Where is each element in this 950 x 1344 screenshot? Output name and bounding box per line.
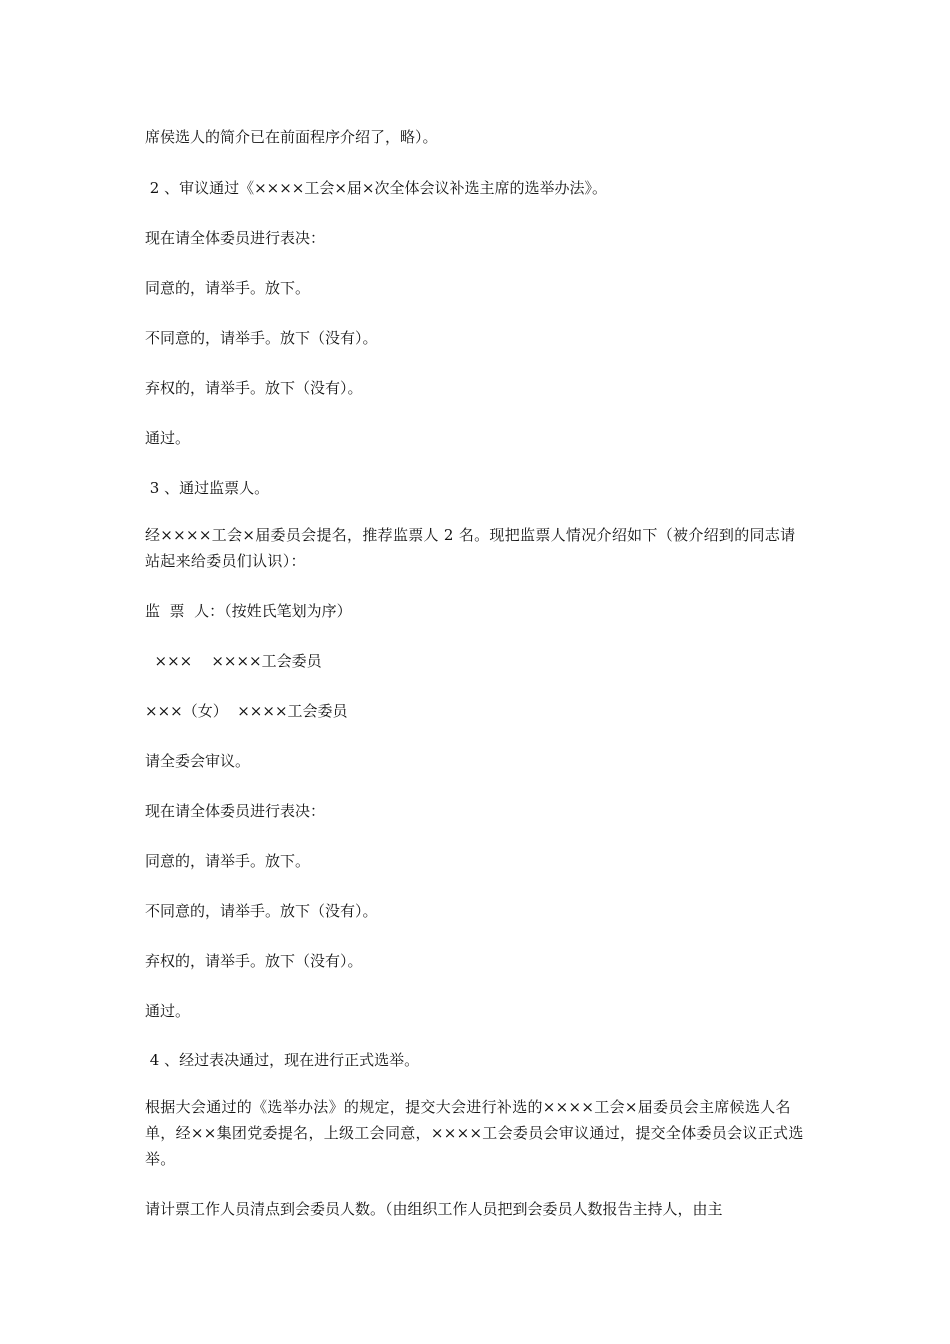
paragraph-4: 同意的，请举手。放下。 — [145, 279, 311, 297]
paragraph-15: 同意的，请举手。放下。 — [145, 852, 311, 870]
paragraph-5: 不同意的，请举手。放下（没有）。 — [145, 329, 378, 347]
paragraph-2: 2 、审议通过《××××工会×届×次全体会议补选主席的选举办法》。 — [145, 179, 607, 197]
paragraph-8: 3 、通过监票人。 — [145, 479, 270, 497]
paragraph-13: 请全委会审议。 — [145, 752, 251, 770]
paragraph-21: 请计票工作人员清点到会委员人数。（由组织工作人员把到会委员人数报告主持人，由主 — [145, 1200, 723, 1218]
paragraph-14: 现在请全体委员进行表决： — [145, 802, 326, 820]
paragraph-18: 通过。 — [145, 1002, 191, 1020]
paragraph-17: 弃权的，请举手。放下（没有）。 — [145, 952, 363, 970]
paragraph-20: 根据大会通过的《选举办法》的规定，提交大会进行补选的××××工会×届委员会主席候选人名单，经××集团党委提名，上级工会同意，××××工会委员会审议通过，提交全体委员会议正式选举。 — [145, 1098, 804, 1168]
paragraph-6: 弃权的，请举手。放下（没有）。 — [145, 379, 363, 397]
paragraph-7: 通过。 — [145, 429, 191, 447]
paragraph-1: 席侯选人的简介已在前面程序介绍了，略）。 — [145, 128, 438, 146]
paragraph-9: 经××××工会×届委员会提名，推荐监票人 2 名。现把监票人情况介绍如下（被介绍到的同志请站起来给委员们认识）： — [145, 526, 796, 570]
paragraph-12: ×××（女） ××××工会委员 — [145, 702, 348, 720]
paragraph-10: 监 票 人：（按姓氏笔划为序） — [145, 602, 352, 620]
paragraph-11: ××× ××××工会委员 — [145, 652, 322, 670]
paragraph-3: 现在请全体委员进行表决： — [145, 229, 326, 247]
paragraph-19: 4 、经过表决通过，现在进行正式选举。 — [145, 1051, 420, 1069]
paragraph-16: 不同意的，请举手。放下（没有）。 — [145, 902, 378, 920]
